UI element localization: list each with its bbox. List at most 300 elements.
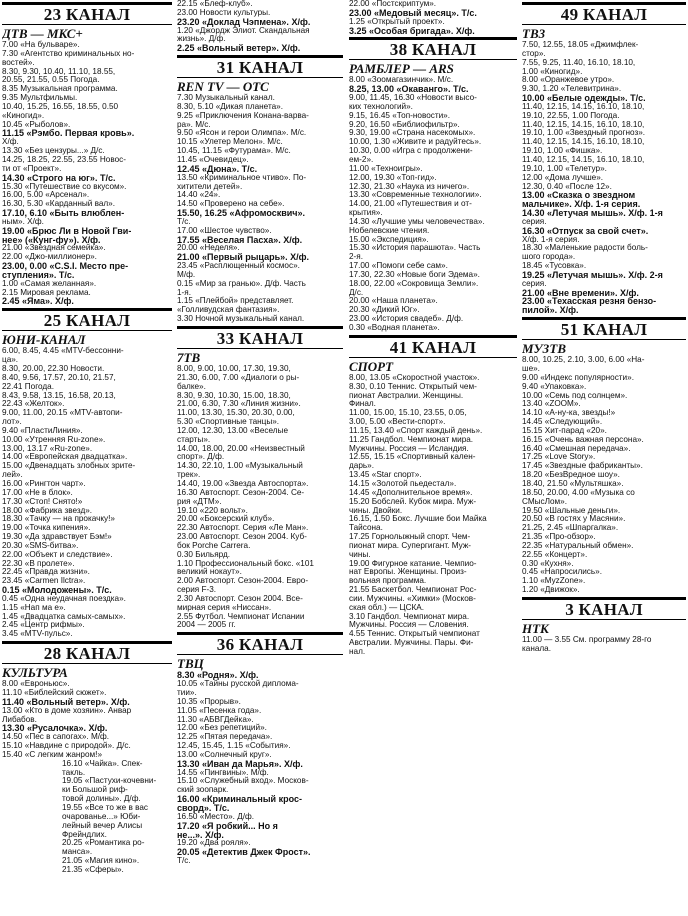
program-line: 12.45, 15.45, 1.15 «События». — [177, 741, 291, 751]
program-line: 16.30 Автоспорт. Сезон-2004. Се- — [177, 487, 305, 497]
program-line: 12.00, 12.30, 13.00 «Веселые — [177, 425, 288, 435]
program-line: 23.00 «Техасская резня бензо- — [522, 296, 657, 307]
program-line: 14.00, 21.00 «Путешествия и от- — [349, 199, 472, 209]
program-line: шого города». — [522, 252, 576, 262]
program-line: 14.00 «Европейская двадцатка». — [2, 452, 128, 462]
program-line: 10.30, 0.00 «Игра с продолжени- — [349, 146, 473, 156]
program-line: ца». — [2, 355, 19, 365]
program-line: 15.00 «Двенадцать злобных зрите- — [2, 461, 136, 471]
program-line: 20.25 «Романтика рo- — [62, 838, 145, 848]
program-line: 20.00 «Боксерский клуб». — [177, 514, 275, 524]
program-line: 19.20 «Два рояля». — [177, 838, 251, 848]
program-line: ких технологий». — [349, 101, 413, 111]
program-line: 9.20, 16.50 «Библиофильтр». — [349, 119, 460, 129]
program-line: 22.41 Погода. — [2, 381, 54, 391]
program-line: 21.35 «Про-обзор». — [522, 532, 596, 542]
program-line: 22.35 «Натуральный обмен». — [522, 540, 634, 550]
program-line: Мужчины. Россия — Словения. — [349, 620, 469, 630]
program-line: 23.45 «Carmen Ilctra». — [2, 576, 86, 586]
program-line: 14.30 «Строго на юг». Т/с. — [2, 172, 116, 183]
program-line: хитители детей». — [177, 181, 243, 191]
program-line: 19.10, 1.00 «Звездный прогноз». — [522, 128, 646, 138]
channel-section — [2, 641, 172, 875]
channel-section — [177, 55, 343, 324]
channel-section — [2, 2, 172, 306]
program-line: 3.45 «MTV-пульс». — [2, 629, 73, 639]
program-line: 23.00 Новости культуры. — [177, 7, 271, 17]
program-line: 11.40 «Вольный ветер». Х/ф. — [2, 696, 130, 707]
program-line: чины. — [349, 549, 371, 559]
program-line: 8.00 «Евроньюс». — [2, 679, 70, 689]
program-line: 23.20 «Доклад Чэпмена». Х/ф. — [177, 16, 311, 27]
program-line: востей». — [2, 57, 35, 67]
program-line: 11.40, 12.15, 14.15, 16.10, 18.10, — [522, 101, 645, 111]
program-line: 9.35 Мультфильмы. — [2, 93, 78, 103]
program-line: 22.30 Автоспорт. Серия «Ле Ман». — [177, 523, 309, 533]
program-line: 1-я. — [177, 287, 191, 297]
program-line: 19.10, 1.00 «Фишка». — [522, 146, 603, 156]
program-line: 0.30 Бильярд. — [177, 549, 231, 559]
program-line: лейный вечер Алисы — [62, 820, 143, 830]
program-line: 22.15 «Блеф-клуб». — [177, 0, 253, 8]
program-line: 16.30 «Отпуск за свой счет». — [522, 225, 649, 236]
network-name: ДТВ — МКС+ — [2, 26, 83, 41]
program-line: 14.30, 22.10, 1.00 «Музыкальный — [177, 461, 303, 471]
program-line: канала. — [522, 643, 551, 653]
program-line: Т/с. — [177, 216, 191, 226]
program-line: 7.30 Музыкальный канал. — [177, 93, 275, 103]
program-line: 1.15 «Плейбой» представляет. — [177, 296, 294, 306]
program-line: Тайсона. — [349, 523, 383, 533]
program-line: 10.00 «Семь под солнцем». — [522, 390, 628, 400]
program-line: ем-2». — [349, 154, 374, 164]
program-line: пионат Австралии. Женщины. — [349, 390, 464, 400]
program-line: ступления». Т/с. — [2, 269, 75, 280]
program-line: 19.30 «Да здравствует Бэм!» — [2, 532, 112, 542]
program-line: 19.10 «220 вольт». — [177, 505, 248, 515]
program-line: рия «ДТМ». — [177, 496, 222, 506]
program-line: Х/ф. — [2, 137, 19, 147]
program-line: 13.30 «Русалочка». Х/ф. — [2, 723, 108, 734]
program-line: лей». — [2, 470, 23, 480]
program-line: серия. — [522, 278, 547, 288]
program-line: 8.00, 13.05 «Скоростной участок». — [349, 372, 480, 382]
program-line: сворд». Т/с. — [177, 802, 230, 813]
program-line: 0.45 «Напросились». — [522, 567, 602, 577]
program-line: 21.25, 2.45 «Шпаргалка». — [522, 523, 619, 533]
program-line: 19.25 «Летучая мышь». Х/ф. 2-я — [522, 269, 663, 280]
program-line: тии». — [177, 688, 197, 697]
program-line: 10.45 «Рыболов». — [2, 119, 71, 129]
channel-section — [177, 326, 343, 630]
channel-header: 49 КАНАЛ — [522, 2, 686, 25]
program-line: 8.35 Музыкальная программа. — [2, 84, 118, 94]
program-line: 21.05 «Магия кино». — [62, 856, 140, 866]
program-line: 11.00, 15.00, 15.10, 23.55, 0.05, — [349, 408, 467, 418]
program-line: 16.15 «Очень важная персона». — [522, 434, 644, 444]
program-line: СМысЛом». — [522, 496, 568, 506]
program-line: 17.25 Горнолыжный спорт. Чем- — [349, 532, 471, 542]
program-line: 9.40 «ПластиЛиния». — [2, 425, 83, 435]
program-line: 18.20 «БезВредное шоу». — [522, 470, 620, 480]
program-line: 21.30, 6.00, 7.00 «Диалоги о ры- — [177, 372, 300, 382]
program-line: 22.00 «Постскриптум». — [349, 0, 437, 8]
program-line: 8.00, 10.25, 2.10, 3.00, 6.00 «На- — [522, 355, 645, 365]
program-line: 0.30 «Водная планета». — [349, 323, 440, 332]
program-line: 9.00, 11.00, 20.15 «MTV-автопи- — [2, 408, 123, 418]
program-line: 10.05 «Тайны русской диплома- — [177, 679, 299, 689]
program-line: 3.25 «Особая бригада». Х/ф. — [349, 25, 475, 36]
program-line: 15.10 «Навдине с природой». Д/с. — [2, 741, 131, 751]
program-line: 2.00 Автоспорт. Сезон-2004. Евро- — [177, 576, 309, 586]
program-line: 11.15 «Рэмбо. Первая кровь». — [2, 128, 135, 139]
program-line: 8.40, 9.56, 17.57, 20.10, 21.57, — [2, 372, 116, 382]
program-line: 1.10 «MyzZone». — [522, 576, 586, 586]
program-line: 11.40, 12.15, 14.15, 16.10, 18.10, — [522, 119, 645, 129]
program-line: 20.30 «Дикий Юг». — [349, 305, 420, 315]
program-line: жизнь». Д/ф. — [177, 34, 226, 44]
program-line: 13.00 «Кто в доме хозяин». Анвар — [2, 705, 132, 715]
program-line: 17.00 «Не в блок». — [2, 487, 73, 497]
program-line: 15.30 «История парашюта». Часть — [349, 243, 481, 253]
program-line: 23.00, 0.00 «C.S.I. Место пре- — [2, 261, 129, 272]
program-line: 11.00 «Техноигры». — [349, 163, 423, 173]
program-line: Х/ф. 1-я серия. — [522, 234, 580, 244]
program-line: 3.30 Ночной музыкальный канал. — [177, 314, 305, 324]
program-line: 19.10, 22.55, 1.00 Погода. — [522, 110, 620, 120]
program-line: мальчике». Х/ф. 1-я серия. — [522, 199, 641, 210]
program-line: сии. Мужчины. «Химки» (Москов- — [349, 593, 476, 603]
program-line: 8.30 «Родня». Х/ф. — [177, 670, 259, 681]
program-line: «Голливудская фантазия». — [177, 305, 280, 315]
program-line: 11.00, 13.30, 15.30, 20.30, 0.00, — [177, 408, 295, 418]
program-line: 12.00 «Дома лучше». — [522, 172, 604, 182]
program-line: 11.40, 12.15, 14.15, 16.10, 18.10, — [522, 137, 645, 147]
program-line: 11.40, 12.15, 14.15, 16.10, 18.10, — [522, 154, 645, 164]
program-line: 13.00 «Солнечный круг». — [177, 749, 272, 759]
program-line: 12.30, 21.30 «Наука из ничего». — [349, 181, 470, 191]
program-line: ти от «Проект». — [2, 163, 62, 173]
program-line: 13.30 «Без цензуры...» Д/с. — [2, 146, 105, 156]
program-line: 2.55 Футбол. Чемпионат Испании — [177, 611, 305, 621]
program-line: 2.30 Автоспорт. Сезон 2004. Все- — [177, 593, 303, 603]
channel-header: 25 КАНАЛ — [2, 308, 172, 331]
program-line: 21.00, 6.30, 7.30 «Линия жизни». — [177, 399, 301, 409]
program-line: 21.55 Баскетбол. Чемпионат Рос- — [349, 585, 477, 595]
program-line: 13.40 «ZOOM». — [522, 399, 581, 409]
network-name: REN TV — OTC — [177, 79, 269, 95]
program-line: 11.30 «АБВГДейка». — [177, 714, 254, 724]
program-line: Нобелевские чтения. — [349, 225, 430, 235]
program-line: 21.00 «Звездная семейка». — [2, 243, 106, 253]
program-line: 18.40, 21.50 «Мультяшка». — [522, 478, 624, 488]
program-line: 17.45 «Звездные фабриканты». — [522, 461, 643, 471]
schedule-column — [349, 0, 517, 916]
channel-header: 33 КАНАЛ — [177, 326, 343, 349]
program-line: 15.10 «Служебный вход». Москов- — [177, 776, 309, 786]
program-line: 16.15, 1.50 Бокс. Лучшие бои Майка — [349, 514, 487, 524]
program-line: 11.05 «Песенка года». — [177, 705, 262, 715]
channel-header: 28 КАНАЛ — [2, 641, 172, 664]
program-line: 19.55 «Все то же в вас — [62, 802, 149, 812]
schedule-column — [2, 0, 172, 916]
program-line: 15.40 «С легким жанром!» — [2, 749, 102, 759]
program-line: 17.00 «Шестое чувство». — [177, 225, 272, 235]
program-line: 23.00 Автоспорт. Сезон 2004. Куб- — [177, 532, 307, 542]
program-line: 7.30 «Агентство криминальных но- — [2, 48, 135, 58]
program-line: 2.25 «Вольный ветер». Х/ф. — [177, 43, 301, 54]
program-line: ше». — [522, 364, 540, 373]
program-line: 16.00 «Рингтон чарт». — [2, 478, 86, 488]
channel-section — [177, 0, 343, 53]
program-line: 17.20 «Я робкий... Но я — [177, 820, 278, 831]
channel-section — [349, 37, 517, 332]
program-line: 14.30 «Лучшие умы человечества». — [349, 216, 485, 226]
program-line: 10.15 «Улетер Мелон». М/с. — [177, 137, 283, 147]
program-line: М/ф. — [177, 269, 196, 279]
program-line: 14.55 «Пингвины». М/ф. — [177, 767, 269, 777]
program-line: 1.15 «Нап ма е». — [2, 602, 66, 612]
network-name: ТВ3 — [522, 26, 546, 41]
program-line: 14.45 «Дополнительное время». — [349, 487, 473, 497]
program-line: 13.00, 13.17 «Ru-zone». — [2, 443, 93, 453]
program-line: великий нокаут». — [177, 567, 242, 577]
program-line: товой долины». Д/ф. — [62, 794, 141, 804]
program-line: манса». — [62, 847, 93, 857]
program-line: 8.30, 0.10 Теннис. Открытый чем- — [349, 381, 477, 391]
program-line: 3.10 Гандбол. Чемпионат мира. — [349, 611, 470, 621]
program-line: 10.00, 1.30 «Живите и радуйтесь». — [349, 137, 482, 147]
network-name: ТВЦ — [177, 656, 204, 672]
program-line: 15.20 Бобслей. Кубок мира. Муж- — [349, 496, 477, 506]
program-line: бок Porche Carrera. — [177, 540, 251, 550]
channel-header: 38 КАНАЛ — [349, 37, 517, 60]
program-line: серия F-3. — [177, 585, 217, 595]
program-line: такль. — [62, 767, 86, 777]
program-line: 23.45 «Расплющенный космос». — [177, 261, 300, 271]
program-line: Финал. — [349, 399, 376, 409]
program-line: 10.40, 15.25, 16.55, 18.55, 0.50 — [2, 101, 119, 111]
program-line: 2.45 «Яма». Х/ф. — [2, 296, 74, 307]
program-line: 10.00 «Утренняя Ru-zone». — [2, 434, 106, 444]
program-line: 11.15, 13.40 «Спорт каждый день». — [349, 425, 483, 435]
program-line: 11.45 «Очевидец». — [177, 154, 249, 164]
program-line: 6.00, 8.45, 4.45 «MTV-бессонни- — [2, 346, 124, 356]
program-line: 23.00 «История свадеб». Д/ф. — [349, 314, 464, 324]
program-line: 1.00 «Самая желанная». — [2, 278, 97, 288]
program-line: 16.40 «Смешная передача». — [522, 443, 631, 453]
program-line: Фрейндлих. — [62, 829, 107, 839]
program-line: «Киногид». — [2, 110, 45, 120]
program-line: 14.40, 19.00 «Звезда Автоспорта». — [177, 478, 309, 488]
program-line: ская обл.) — ЦСКА. — [349, 602, 424, 612]
program-line: 15.00 «Экспедиция». — [349, 234, 429, 244]
program-line: 5.30 «Спортивные танцы». — [177, 417, 280, 427]
program-line: 12.55, 15.15 «Спортивный кален- — [349, 452, 476, 462]
program-line: Либабов. — [2, 714, 37, 724]
program-line: очарованье...» Юби- — [62, 811, 141, 821]
program-line: 8.25, 13.00 «Окаванго». Т/с. — [349, 84, 469, 95]
network-name: 7ТВ — [177, 350, 201, 365]
channel-header: 41 КАНАЛ — [349, 335, 517, 358]
program-line: 8.00 «Зоомагазинчик». М/с. — [349, 75, 454, 85]
program-line: чины. Двойки. — [349, 505, 403, 515]
program-line: 11.10 «Библейский сюжет». — [2, 688, 107, 697]
program-line: 13.50 «Криминальное чтиво». По- — [177, 172, 307, 182]
network-name: СПОРТ — [349, 358, 394, 374]
program-line: 7.50, 12.55, 18.05 «Джимфлек- — [522, 40, 639, 49]
program-line: 14.15 «Золотой пьедестал». — [349, 478, 457, 488]
program-line: 15.50, 16.25 «Афромосквич». — [177, 208, 306, 219]
program-line: 14.40 «24». — [177, 190, 221, 200]
program-line: Д/с. — [349, 287, 364, 297]
channel-header: 51 КАНАЛ — [522, 317, 686, 340]
channel-section — [522, 2, 686, 315]
program-line: 10.35 «Прорыв». — [177, 696, 241, 706]
program-line: 2-я. — [349, 252, 363, 262]
program-line: 16.50 «Место». Д/ф. — [177, 811, 255, 821]
program-line: 4.55 Теннис. Открытый чемпионат — [349, 629, 480, 639]
program-line: 1.25 «Открытый проект». — [349, 16, 445, 26]
program-line: 9.00, 11.45, 16.30 «Новости высо- — [349, 93, 477, 103]
program-line: 19.00 «Точка кипения». — [2, 523, 91, 533]
program-line: 13.45 «Star спорт». — [349, 470, 422, 480]
program-line: старты». — [177, 434, 211, 444]
program-line: 21.00 «Вне времени». Х/ф. — [522, 287, 639, 298]
program-line: 20.05 «Детектив Джек Фрост». — [177, 847, 311, 858]
program-line: 15.30 «Путешествие со вкусом». — [2, 181, 127, 191]
program-line: 17.25 «Love Story». — [522, 452, 596, 462]
program-line: 10.00 «Белые одежды». Т/с. — [522, 93, 646, 104]
program-line: 9.50 «Ясон и герои Олимпа». М/с. — [177, 128, 307, 138]
program-line: нал. — [349, 647, 366, 656]
program-line: 22.00 «Объект и следствие». — [2, 549, 113, 559]
program-line: ки Большой риф- — [62, 785, 128, 795]
channel-section — [349, 335, 517, 657]
program-line: ра». М/с. — [177, 119, 211, 129]
program-line: пионат мира. Супергигант. Муж- — [349, 540, 472, 550]
network-name: КУЛЬТУРА — [2, 665, 68, 681]
program-line: 2004 — 2005 гг. — [177, 620, 236, 630]
program-line: 13.00 «Сказка о звездном — [522, 190, 636, 201]
program-line: 10.45, 11.15 «Футурама». М/с. — [177, 146, 291, 156]
network-name: НТК — [522, 620, 549, 636]
program-line: 2.15 Мировая реклама. — [2, 287, 91, 297]
program-line: 17.30, 22.30 «Новые боги Эдема». — [349, 269, 480, 279]
program-line: 11.25 Гандбол. Чемпионат мира. — [349, 434, 474, 444]
program-line: 11.00 — 3.55 См. программу 28-го — [522, 634, 652, 644]
program-line: 19.50 «Шальные деньги». — [522, 505, 621, 515]
program-line: 0.15 «Молодожены». Т/с. — [2, 585, 112, 596]
program-line: вольная программа. — [349, 576, 427, 586]
program-line: 17.10, 6.10 «Быть влюблен- — [2, 208, 125, 219]
program-line: нее» («Кунг-фу»). Х/ф. — [2, 234, 101, 245]
network-name: РАМБЛЕР — ARS — [349, 61, 454, 77]
program-line: 17.00 «Помоги себе сам». — [349, 261, 448, 271]
program-line: 9.30, 1.20 «Телевитрина». — [522, 84, 622, 94]
program-line: 23.00 «Медовый месяц». Т/с. — [349, 7, 477, 18]
program-line: 20.00 «Неделя». — [177, 243, 240, 253]
program-line: 1.45 «Двадцатка самых-самых». — [2, 611, 126, 621]
channel-header: 23 КАНАЛ — [2, 2, 172, 25]
channel-section — [349, 0, 517, 35]
program-line: 22.55 «Концерт». — [522, 549, 588, 559]
channel-section — [177, 632, 343, 866]
program-line: не...». Х/ф. — [177, 829, 224, 840]
program-line: 14.00, 18.00, 20.00 «Неизвестный — [177, 443, 305, 453]
program-line: 1.10 Профессиональный бокс. «101 — [177, 558, 314, 568]
schedule-column — [522, 0, 686, 916]
program-line: крытия». — [349, 208, 383, 218]
program-line: 3.00, 5.00 «Вести-спорт». — [349, 417, 446, 427]
program-line: 18.00 «Фабрика звезд». — [2, 505, 93, 515]
channel-header: 3 КАНАЛ — [522, 597, 686, 620]
program-line: Т/с. — [177, 856, 191, 866]
program-line: 0.30 «Кухня». — [522, 558, 574, 568]
program-line: 9.15, 16.45 «Топ-новости». — [349, 110, 451, 120]
program-line: 22.30 «В пролете». — [2, 558, 75, 568]
program-line: 17.55 «Веселая Пасха». Х/ф. — [177, 234, 303, 245]
program-line: 8.30, 5.10 «Дикая планета». — [177, 101, 283, 111]
channel-section — [2, 308, 172, 639]
program-line: 7.55, 9.25, 11.40, 16.10, 18.10, — [522, 57, 636, 67]
program-line: балке». — [177, 381, 206, 391]
program-line: 14.45 «Следующий». — [522, 417, 603, 427]
program-line: 13.30 «Современные технологии». — [349, 190, 482, 200]
channel-section — [522, 317, 686, 595]
program-line: 0.15 «Мир за гранью». Д/ф. Часть — [177, 278, 306, 288]
program-line: 1.20 «Движок». — [522, 585, 580, 595]
program-line: нат Европы. Женщины. Произ- — [349, 567, 467, 577]
program-line: пилой». Х/ф. — [522, 305, 579, 316]
program-line: 16.00 «Криминальный крос- — [177, 794, 302, 805]
network-name: МУЗТВ — [522, 341, 566, 357]
program-line: 13.30 «Иван да Марья». Х/ф. — [177, 758, 303, 769]
program-line: 14.10 «А-ну-ка, звезды!» — [522, 408, 616, 418]
program-line: 22.00 «Джо-миллионер». — [2, 252, 97, 262]
program-line: 9.40 «Упаковка». — [522, 381, 587, 391]
program-line: 12.25 «Пятая передача». — [177, 732, 273, 742]
program-line: 9.00 «Индекс популярности». — [522, 372, 634, 382]
channel-section — [522, 597, 686, 654]
network-name: ЮНИ-КАНАЛ — [2, 332, 86, 348]
program-line: 9.30, 19.00 «Страна насекомых». — [349, 128, 476, 138]
program-line: 21.00 «Первый рыцарь». Х/ф. — [177, 252, 309, 263]
program-line: 1.00 «Киногид». — [522, 66, 583, 76]
program-line: лот». — [2, 417, 22, 427]
program-line: 20.30 «SMS-битва». — [2, 540, 79, 550]
program-line: 16.10 «Чайка». Спек- — [62, 758, 143, 768]
program-line: трек». — [177, 470, 201, 480]
program-line: 18.50, 20.00, 4.00 «Музыка со — [522, 487, 635, 497]
program-line: 22.43 «Желток». — [2, 399, 65, 409]
program-line: 21.35 «Сферы». — [62, 864, 124, 874]
program-line: 8.30, 9.30, 10.40, 11.10, 18.55, — [2, 66, 116, 76]
program-line: 0.45 «Одна неудачная поездка». — [2, 593, 126, 603]
program-line: 19.10, 1.00 «Телетур». — [522, 163, 607, 173]
schedule-column — [177, 0, 343, 916]
program-line: 8.30, 20.00, 22.30 Новости. — [2, 364, 105, 373]
program-line: 12.45 «Дюна». Т/с. — [177, 163, 258, 174]
program-line: 19.05 «Пастухи-кочевни- — [62, 776, 157, 786]
program-line: 20.00 «Наша планета». — [349, 296, 438, 306]
program-line: 14.30 «Летучая мышь». Х/ф. 1-я — [522, 208, 663, 219]
program-line: 16.00, 5.00 «Арсенал». — [2, 190, 90, 200]
program-line: ным». Х/ф. — [2, 216, 44, 226]
program-line: 7.00 «На бульваре». — [2, 40, 80, 49]
program-line: 20.55, 21.55, 0.55 Погода. — [2, 75, 100, 85]
program-line: 9.25 «Приключения Конана-варва- — [177, 110, 309, 120]
